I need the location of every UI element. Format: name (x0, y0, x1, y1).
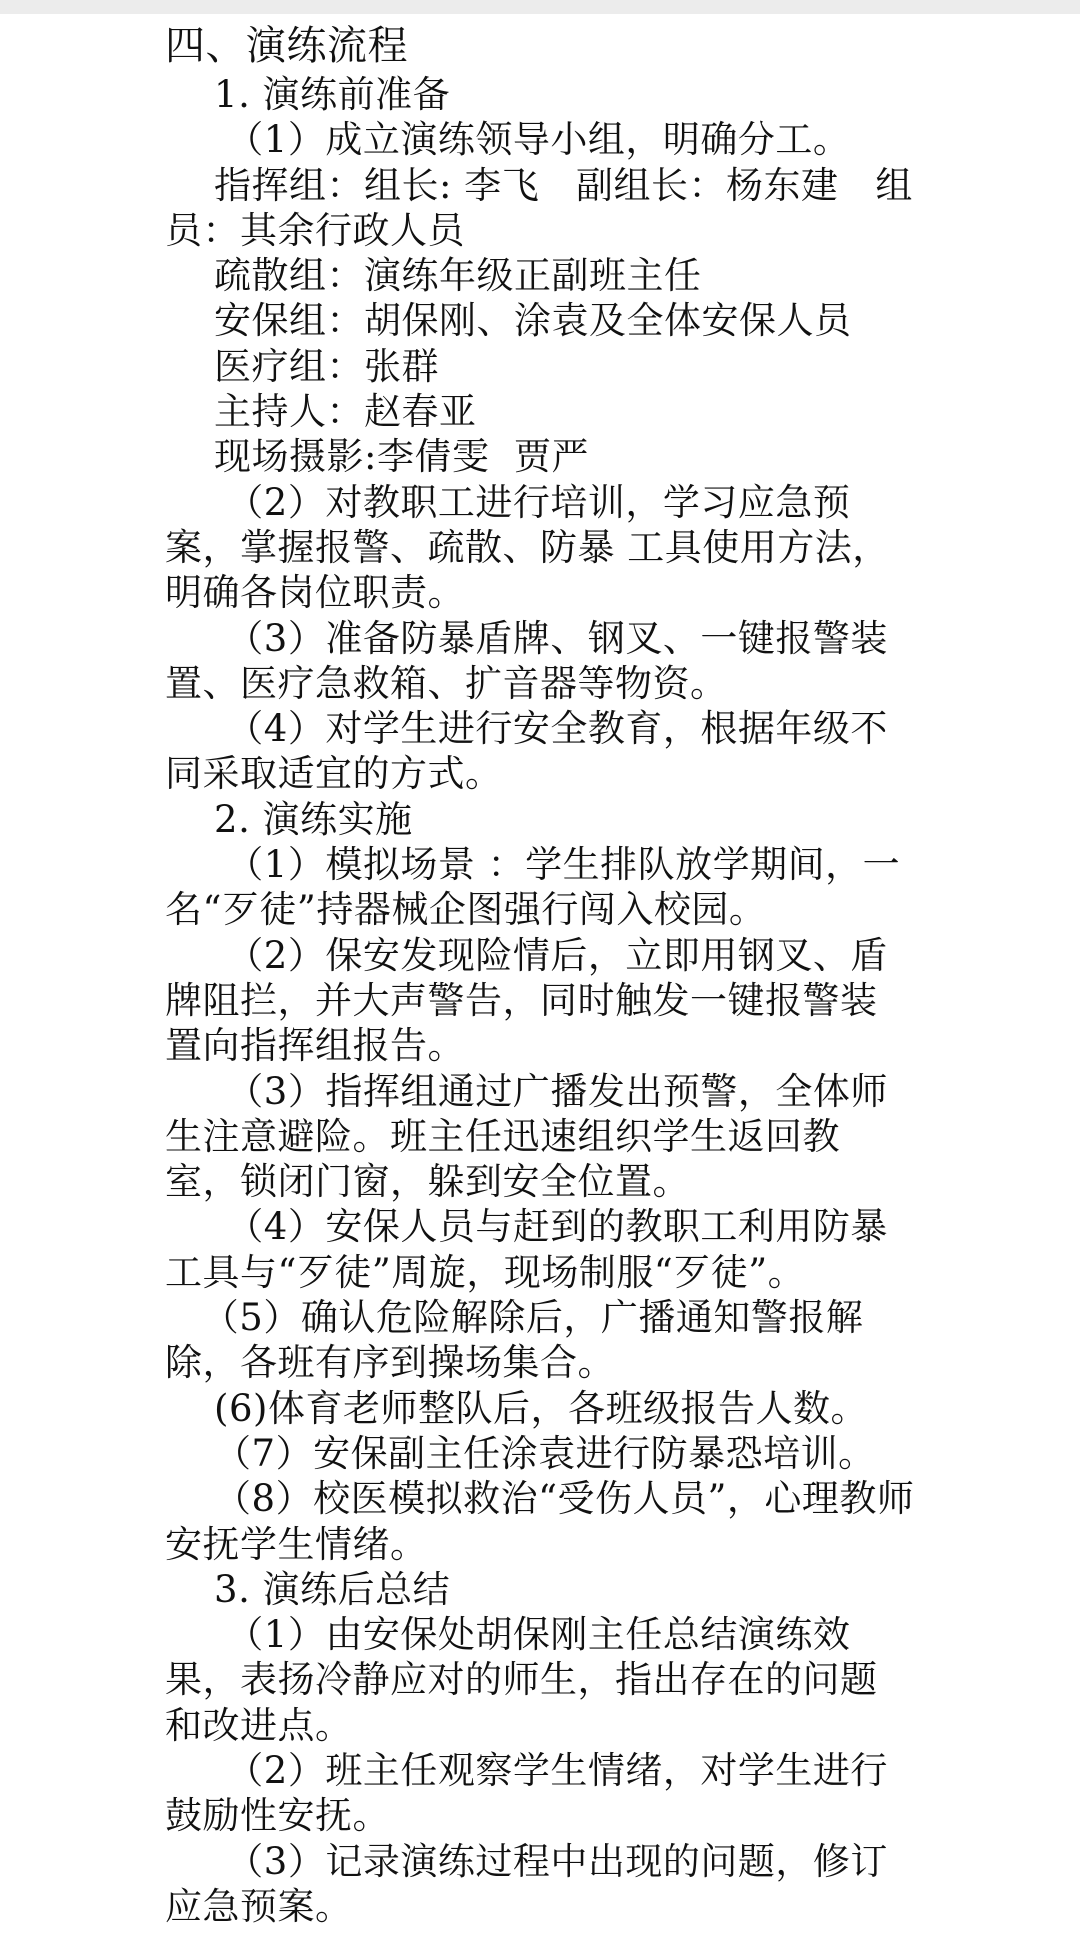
text-line: （3）指挥组通过广播发出预警，全体师 (165, 1069, 888, 1113)
text-line: (6)体育老师整队后，各班级报告人数。 (165, 1386, 868, 1430)
text-line: 牌阻拦，并大声警告，同时触发一键报警装 (165, 978, 878, 1022)
text-line: 疏散组：演练年级正副班主任 (165, 254, 702, 298)
text-line: 工具与“歹徒”周旋，现场制服“歹徒”。 (165, 1250, 806, 1294)
text-line: （7）安保副主任涂袁进行防暴恐培训。 (165, 1431, 876, 1475)
section-heading: 四、演练流程 (165, 23, 408, 69)
text-line: （1）由安保处胡保刚主任总结演练效 (165, 1613, 851, 1657)
document-body (165, 22, 917, 1929)
text-line: （4）安保人员与赶到的教职工利用防暴 (165, 1205, 888, 1249)
text-line: （5）确认危险解除后，广播通知警报解 (165, 1296, 864, 1340)
text-line: 安保组：胡保刚、涂袁及全体安保人员 (165, 299, 852, 343)
text-line: 指挥组：组长: 李飞 副组长：杨东建 组 (165, 163, 913, 207)
text-line: 鼓励性安抚。 (165, 1794, 390, 1838)
subsection-heading: 3. 演练后总结 (165, 1567, 451, 1611)
text-line: 同采取适宜的方式。 (165, 752, 503, 796)
text-line: （2）班主任观察学生情绪，对学生进行 (165, 1748, 888, 1792)
text-line: 现场摄影:李倩雯 贾严 (165, 435, 590, 479)
text-line: 员：其余行政人员 (165, 208, 465, 252)
text-line: 置向指挥组报告。 (165, 1024, 465, 1068)
text-line: （4）对学生进行安全教育，根据年级不 (165, 707, 888, 751)
subsection-heading: 1. 演练前准备 (165, 73, 451, 116)
text-line: （1）成立演练领导小组，明确分工。 (165, 118, 851, 162)
text-line: 室，锁闭门窗，躲到安全位置。 (165, 1160, 690, 1204)
text-line: 果，表扬冷静应对的师生，指出存在的问题 (165, 1658, 878, 1702)
text-line: 案，掌握报警、疏散、防暴 工具使用方法， (165, 525, 890, 569)
text-line: （3）准备防暴盾牌、钢叉、一键报警装 (165, 616, 888, 660)
text-line: 生注意避险。班主任迅速组织学生返回教 (165, 1114, 840, 1158)
text-line: 名“歹徒”持器械企图强行闯入校园。 (165, 888, 767, 932)
text-line: （2）对教职工进行培训，学习应急预 (165, 480, 851, 524)
text-line: （8）校医模拟救治“受伤人员”，心理教师 (165, 1477, 915, 1521)
text-line: 主持人：赵春亚 (165, 390, 477, 434)
text-line: 置、医疗急救箱、扩音器等物资。 (165, 661, 728, 705)
text-line: 和改进点。 (165, 1703, 353, 1747)
text-line: （3）记录演练过程中出现的问题，修订 (165, 1839, 888, 1883)
text-line: 应急预案。 (165, 1884, 353, 1928)
top-status-strip (0, 0, 1080, 14)
text-line: 除，各班有序到操场集合。 (165, 1341, 615, 1385)
text-line: 安抚学生情绪。 (165, 1522, 428, 1566)
text-line: （1）模拟场景 ：学生排队放学期间，一 (165, 843, 901, 887)
text-line: 医疗组：张群 (165, 344, 440, 388)
text-line: （2）保安发现险情后，立即用钢叉、盾 (165, 933, 888, 977)
subsection-heading: 2. 演练实施 (165, 797, 413, 841)
text-line: 明确各岗位职责。 (165, 571, 465, 615)
